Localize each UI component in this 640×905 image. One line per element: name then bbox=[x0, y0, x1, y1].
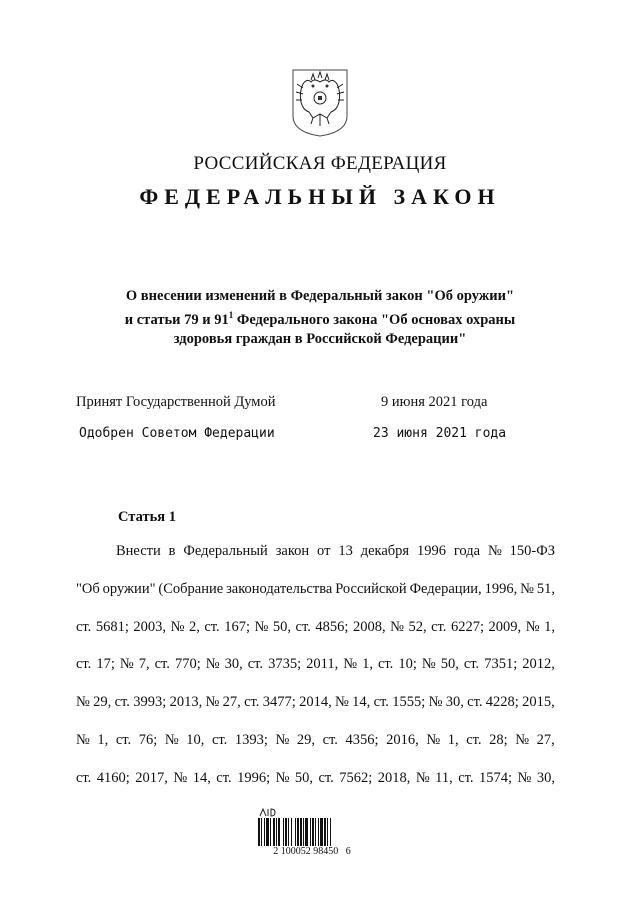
law-title-line: здоровья граждан в Российской Федерации" bbox=[173, 330, 467, 347]
article-word: 150-ФЗ bbox=[509, 543, 555, 559]
law-title-line bbox=[0, 306, 640, 330]
article-word: № bbox=[205, 694, 220, 711]
article-word: оружии" bbox=[102, 580, 156, 597]
article-word: № bbox=[173, 769, 188, 786]
article-word: 1393; bbox=[234, 731, 268, 748]
article-word: ст. bbox=[216, 769, 232, 786]
article-word: ст. bbox=[458, 769, 474, 786]
article-word: ст. bbox=[76, 769, 92, 786]
article-word: 1555; bbox=[392, 694, 426, 711]
article-word: 1574; bbox=[479, 769, 513, 786]
article-word: в bbox=[168, 543, 176, 559]
law-title-line: О внесении изменений в Федеральный закон "Об оружии" bbox=[125, 288, 515, 304]
article-word: 50, bbox=[294, 769, 313, 786]
article-word: Федеральный bbox=[183, 543, 268, 559]
article-word: ст. bbox=[244, 694, 260, 711]
article-word: № bbox=[275, 769, 290, 786]
article-line bbox=[76, 579, 555, 617]
law-title bbox=[0, 287, 640, 349]
article-word: ст. bbox=[373, 694, 389, 711]
article-word: 1996, bbox=[484, 580, 518, 597]
article-word: 2, bbox=[188, 618, 200, 635]
article-word: ст. bbox=[154, 656, 170, 673]
law-type-heading: ФЕДЕРАЛЬНЫЙ ЗАКОН bbox=[139, 184, 501, 209]
article-word: № bbox=[343, 656, 358, 673]
article-word: 30, bbox=[445, 694, 464, 711]
article-word: 17; bbox=[96, 656, 115, 673]
article-word: 14, bbox=[192, 769, 211, 786]
article-word: № bbox=[517, 769, 532, 786]
article-word: 14, bbox=[352, 694, 371, 711]
article-word: 4160; bbox=[96, 769, 130, 786]
council-approval-date: 23 июня 2021 года bbox=[373, 426, 507, 441]
article-word: года bbox=[453, 543, 481, 559]
article-word: закон bbox=[275, 543, 310, 559]
article-word: 76; bbox=[138, 731, 158, 748]
article-word: № bbox=[390, 618, 404, 635]
article-word: законодательства bbox=[226, 580, 333, 597]
article-word: 13 bbox=[338, 543, 353, 559]
article-word: Российской bbox=[335, 580, 407, 597]
article-word: № bbox=[520, 580, 534, 597]
article-word: № bbox=[170, 618, 185, 635]
article-word: 2018, bbox=[377, 769, 411, 786]
law-title-text: и статьи 79 и 91 bbox=[124, 311, 229, 328]
article-word: 4856; bbox=[315, 618, 349, 635]
article-word: ст. bbox=[467, 694, 483, 711]
article-word: 1996 bbox=[416, 543, 446, 559]
article-word: № bbox=[76, 694, 90, 711]
article-word: 7, bbox=[138, 656, 150, 673]
article-word: 1, bbox=[97, 731, 109, 748]
article-word: ст. bbox=[115, 731, 132, 748]
article-word: 28; bbox=[489, 731, 508, 748]
duma-adoption-label: Принят Государственной Думой bbox=[76, 394, 276, 410]
article-line bbox=[76, 541, 555, 579]
article-word: 2011, bbox=[306, 656, 339, 673]
council-approval-label: Одобрен Советом Федерации bbox=[79, 426, 275, 441]
article-body bbox=[76, 541, 555, 806]
article-word: ст. bbox=[295, 618, 311, 635]
duma-adoption-row bbox=[0, 394, 640, 414]
article-line bbox=[76, 654, 555, 692]
article-word: 167; bbox=[224, 618, 250, 635]
article-word: 1, bbox=[447, 731, 459, 748]
article-word: 1996; bbox=[237, 769, 271, 786]
article-word: 5681; bbox=[95, 618, 129, 635]
article-word: 4356; bbox=[345, 731, 379, 748]
article-word: 1, bbox=[544, 618, 555, 635]
article-word: 29, bbox=[296, 731, 316, 748]
duma-adoption-date: 9 июня 2021 года bbox=[381, 394, 488, 410]
article-word: ст. bbox=[212, 731, 228, 748]
article-word: 10, bbox=[186, 731, 205, 748]
article-word: ст. bbox=[431, 618, 447, 635]
barcode-block bbox=[252, 806, 372, 860]
article-line bbox=[76, 692, 555, 730]
article-word: 27, bbox=[222, 694, 241, 711]
council-approval-row bbox=[0, 426, 640, 446]
coat-of-arms-emblem-icon bbox=[289, 66, 351, 138]
article-word: ст. bbox=[247, 656, 264, 673]
article-line bbox=[76, 730, 555, 768]
article-word: ст. bbox=[377, 656, 394, 673]
article-word: 51, bbox=[536, 580, 555, 597]
article-word: № bbox=[415, 769, 430, 786]
article-word: 2013, bbox=[169, 694, 203, 711]
article-word: 2017, bbox=[135, 769, 168, 786]
article-word: ст. bbox=[204, 618, 220, 635]
article-word: ст. bbox=[76, 618, 92, 635]
article-word: № bbox=[421, 656, 436, 673]
article-word: 2009, bbox=[488, 618, 522, 635]
article-word: 2016, bbox=[386, 731, 419, 748]
article-word: № bbox=[205, 656, 220, 673]
article-word: "Об bbox=[76, 580, 100, 597]
article-word: № bbox=[515, 731, 530, 748]
article-line bbox=[76, 617, 555, 655]
barcode-number: 2 100052 98450 6 bbox=[273, 846, 351, 857]
article-word: Федерации, bbox=[409, 580, 482, 597]
article-word: № bbox=[487, 543, 502, 559]
article-word: 2015, bbox=[522, 694, 555, 711]
country-heading: РОССИЙСКАЯ ФЕДЕРАЦИЯ bbox=[193, 153, 447, 174]
article-word: № bbox=[525, 618, 540, 635]
article-word: № bbox=[254, 618, 269, 635]
article-heading: Статья 1 bbox=[118, 509, 176, 525]
article-word: 3477; bbox=[262, 694, 296, 711]
article-word: ст. bbox=[76, 656, 92, 673]
article-word: № bbox=[275, 731, 290, 748]
article-word: 2014, bbox=[299, 694, 332, 711]
article-line bbox=[76, 768, 555, 806]
article-word: 50, bbox=[440, 656, 459, 673]
article-word: 2003, bbox=[133, 618, 167, 635]
article-word: Внести bbox=[116, 543, 161, 559]
article-word: 2008, bbox=[352, 618, 386, 635]
article-word: 6227; bbox=[450, 618, 484, 635]
superscript: 1 bbox=[228, 310, 234, 320]
article-word: 3993; bbox=[133, 694, 167, 711]
article-word: № bbox=[76, 731, 90, 748]
article-word: декабря bbox=[360, 543, 410, 559]
article-word: 7562; bbox=[339, 769, 373, 786]
article-word: № bbox=[428, 694, 443, 711]
article-word: 50, bbox=[272, 618, 291, 635]
article-word: 11, bbox=[435, 769, 453, 786]
article-word: ст. bbox=[463, 656, 480, 673]
article-word: (Собрание bbox=[158, 580, 224, 597]
article-word: 3735; bbox=[268, 656, 302, 673]
law-title-text: Федерального закона "Об основах охраны bbox=[233, 311, 516, 328]
stamp-mark-icon bbox=[258, 806, 278, 818]
article-word: № bbox=[119, 656, 134, 673]
article-word: 30, bbox=[536, 769, 555, 786]
article-word: 4228; bbox=[485, 694, 519, 711]
article-word: № bbox=[335, 694, 349, 711]
article-word: 2012, bbox=[522, 656, 555, 673]
article-word: № bbox=[426, 731, 441, 748]
article-word: 7351; bbox=[484, 656, 518, 673]
article-word: ст. bbox=[318, 769, 334, 786]
article-word: 10; bbox=[398, 656, 417, 673]
article-word: 29, bbox=[93, 694, 112, 711]
article-word: 52, bbox=[408, 618, 427, 635]
article-word: ст. bbox=[466, 731, 482, 748]
article-word: ст. bbox=[114, 694, 130, 711]
article-word: 770; bbox=[174, 656, 201, 673]
article-word: 30, bbox=[224, 656, 243, 673]
barcode-icon bbox=[258, 818, 360, 846]
article-word: № bbox=[164, 731, 179, 748]
article-word: от bbox=[317, 543, 331, 559]
article-word: 27, bbox=[536, 731, 555, 748]
article-word: 1, bbox=[362, 656, 373, 673]
article-word: ст. bbox=[322, 731, 338, 748]
